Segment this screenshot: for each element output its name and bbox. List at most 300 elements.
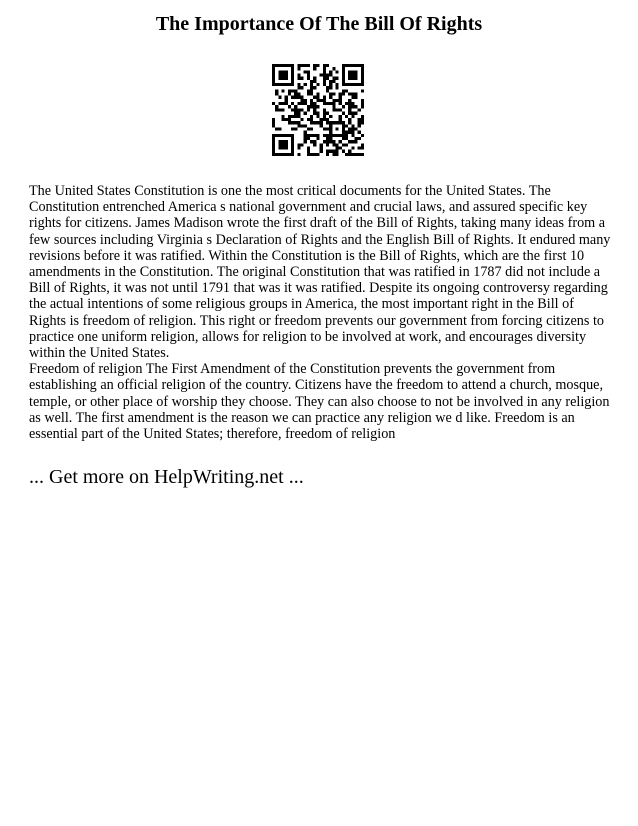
qr-module — [348, 77, 351, 80]
qr-module — [342, 127, 345, 130]
qr-module — [291, 64, 294, 67]
qr-module — [345, 131, 348, 134]
qr-module — [301, 118, 304, 121]
qr-module — [348, 140, 351, 143]
qr-module — [297, 143, 300, 146]
qr-module — [354, 70, 357, 73]
qr-module — [278, 96, 281, 99]
qr-module — [294, 105, 297, 108]
document-title: The Importance Of The Bill Of Rights — [155, 13, 483, 35]
qr-module — [285, 153, 288, 156]
qr-module — [329, 83, 332, 86]
qr-module — [358, 137, 361, 140]
qr-module — [313, 140, 316, 143]
qr-module — [304, 124, 307, 127]
qr-module — [320, 124, 323, 127]
qr-module — [326, 118, 329, 121]
qr-module — [342, 150, 345, 153]
qr-module — [335, 143, 338, 146]
qr-module — [294, 115, 297, 118]
qr-module — [275, 134, 278, 137]
qr-module — [342, 64, 345, 67]
qr-module — [335, 121, 338, 124]
qr-module — [313, 121, 316, 124]
qr-module — [291, 80, 294, 83]
qr-module — [316, 83, 319, 86]
qr-module — [361, 77, 364, 80]
qr-module — [335, 127, 338, 130]
qr-module — [332, 134, 335, 137]
qr-module — [285, 70, 288, 73]
qr-module — [361, 118, 364, 121]
qr-module — [342, 93, 345, 96]
qr-module — [310, 153, 313, 156]
qr-module — [320, 143, 323, 146]
qr-module — [291, 67, 294, 70]
qr-module — [361, 89, 364, 92]
qr-module — [313, 143, 316, 146]
qr-module — [361, 153, 364, 156]
qr-module — [307, 153, 310, 156]
qr-module — [351, 131, 354, 134]
qr-module — [272, 77, 275, 80]
qr-module — [361, 134, 364, 137]
qr-module — [348, 70, 351, 73]
qr-module — [307, 93, 310, 96]
qr-module — [348, 105, 351, 108]
qr-module — [358, 121, 361, 124]
qr-module — [288, 115, 291, 118]
qr-module — [348, 64, 351, 67]
qr-module — [339, 96, 342, 99]
qr-module — [316, 105, 319, 108]
qr-module — [307, 64, 310, 67]
qr-module — [304, 131, 307, 134]
qr-module — [351, 64, 354, 67]
qr-module — [275, 83, 278, 86]
qr-module — [329, 102, 332, 105]
qr-module — [272, 74, 275, 77]
qr-module — [307, 74, 310, 77]
qr-module — [326, 89, 329, 92]
qr-module — [323, 108, 326, 111]
qr-module — [313, 112, 316, 115]
qr-module — [291, 77, 294, 80]
qr-module — [329, 131, 332, 134]
qr-module — [342, 74, 345, 77]
qr-module — [348, 118, 351, 121]
qr-module — [272, 121, 275, 124]
qr-module — [348, 93, 351, 96]
qr-module — [361, 105, 364, 108]
qr-module — [329, 115, 332, 118]
qr-module — [354, 153, 357, 156]
body-paragraph: The United States Constitution is one the most critical documents for the United States. The Constitution entrenched America s national government and crucial laws, and assured specific key rights for citizens. James Madison wrote the first draft of the Bill of Rights, taking many ideas from a few sources including Virginia s Declaration of Rights and the English Bill of Rights. It endured many revisions before it was ratified. Within the Constitution is the Bill of Rights, which are the first 10 amendments in the Constitution. The original Constitution that was ratified in 1787 did not include a Bill of Rights, it was not until 1791 that was it was ratified. Despite its ongoing controversy regarding the actual intentions of some religious groups in America, the most important right in the Bill of Rights is freedom of religion. This right or freedom prevents our government from forcing citizens to practice one uniform religion, allows for religion to be involved at work, and encourages diversity within the United States. — [29, 183, 611, 362]
qr-module — [323, 64, 326, 67]
qr-module — [335, 150, 338, 153]
qr-module — [323, 70, 326, 73]
qr-module — [332, 153, 335, 156]
qr-module — [288, 105, 291, 108]
qr-module — [307, 137, 310, 140]
qr-module — [301, 143, 304, 146]
qr-module — [291, 143, 294, 146]
qr-module — [297, 102, 300, 105]
qr-module — [285, 64, 288, 67]
qr-module — [275, 93, 278, 96]
qr-module — [342, 77, 345, 80]
qr-module — [339, 93, 342, 96]
qr-module — [307, 70, 310, 73]
qr-module — [301, 77, 304, 80]
qr-module — [348, 131, 351, 134]
qr-module — [294, 96, 297, 99]
qr-module — [345, 89, 348, 92]
qr-module — [329, 86, 332, 89]
qr-module — [288, 153, 291, 156]
qr-module — [313, 67, 316, 70]
qr-module — [288, 64, 291, 67]
qr-module — [351, 102, 354, 105]
qr-module — [320, 74, 323, 77]
qr-module — [316, 134, 319, 137]
get-more-link[interactable]: ... Get more on HelpWriting.net ... — [29, 466, 304, 488]
qr-module — [342, 121, 345, 124]
qr-module — [326, 112, 329, 115]
qr-module — [282, 140, 285, 143]
qr-module — [348, 112, 351, 115]
qr-module — [285, 83, 288, 86]
qr-module — [329, 150, 332, 153]
qr-module — [332, 108, 335, 111]
qr-module — [294, 89, 297, 92]
qr-module — [345, 143, 348, 146]
qr-module — [351, 105, 354, 108]
qr-module — [304, 70, 307, 73]
qr-module — [326, 127, 329, 130]
qr-module — [326, 77, 329, 80]
qr-module — [323, 102, 326, 105]
qr-module — [297, 115, 300, 118]
qr-module — [326, 150, 329, 153]
qr-module — [285, 146, 288, 149]
qr-module — [351, 77, 354, 80]
qr-module — [345, 134, 348, 137]
qr-module — [361, 74, 364, 77]
qr-module — [351, 96, 354, 99]
qr-module — [282, 77, 285, 80]
qr-module — [272, 153, 275, 156]
qr-module — [297, 96, 300, 99]
qr-module — [272, 150, 275, 153]
qr-module — [278, 153, 281, 156]
qr-module — [354, 137, 357, 140]
qr-module — [323, 77, 326, 80]
qr-module — [323, 112, 326, 115]
qr-module — [348, 74, 351, 77]
qr-module — [339, 99, 342, 102]
qr-module — [316, 112, 319, 115]
qr-module — [307, 105, 310, 108]
qr-module — [310, 127, 313, 130]
qr-module — [326, 134, 329, 137]
qr-module — [342, 105, 345, 108]
qr-module — [332, 102, 335, 105]
qr-module — [272, 118, 275, 121]
qr-module — [342, 112, 345, 115]
qr-module — [348, 153, 351, 156]
qr-module — [275, 108, 278, 111]
qr-module — [332, 99, 335, 102]
qr-module — [323, 80, 326, 83]
qr-module — [332, 67, 335, 70]
document-body — [29, 183, 611, 442]
qr-module — [316, 99, 319, 102]
qr-module — [329, 134, 332, 137]
qr-module — [348, 108, 351, 111]
qr-module — [291, 150, 294, 153]
qr-module — [304, 102, 307, 105]
qr-module — [304, 140, 307, 143]
qr-module — [361, 102, 364, 105]
qr-module — [291, 127, 294, 130]
qr-module — [345, 64, 348, 67]
qr-module — [304, 112, 307, 115]
qr-module — [351, 127, 354, 130]
qr-module — [323, 140, 326, 143]
qr-module — [310, 115, 313, 118]
qr-module — [361, 99, 364, 102]
qr-module — [351, 140, 354, 143]
qr-module — [342, 89, 345, 92]
qr-module — [297, 146, 300, 149]
qr-module — [297, 121, 300, 124]
qr-module — [301, 64, 304, 67]
qr-module — [297, 74, 300, 77]
qr-module — [332, 80, 335, 83]
qr-module — [361, 80, 364, 83]
qr-module — [335, 108, 338, 111]
qr-module — [339, 108, 342, 111]
qr-module — [285, 143, 288, 146]
qr-module — [310, 83, 313, 86]
qr-module — [291, 140, 294, 143]
qr-module — [358, 118, 361, 121]
qr-module — [348, 121, 351, 124]
qr-module — [310, 93, 313, 96]
qr-module — [297, 112, 300, 115]
qr-module — [332, 140, 335, 143]
qr-module — [275, 127, 278, 130]
qr-module — [272, 124, 275, 127]
qr-module — [323, 134, 326, 137]
qr-module — [332, 93, 335, 96]
qr-module — [291, 153, 294, 156]
qr-module — [335, 86, 338, 89]
qr-module — [278, 146, 281, 149]
qr-module — [278, 127, 281, 130]
qr-module — [310, 86, 313, 89]
qr-module — [288, 89, 291, 92]
qr-module — [342, 83, 345, 86]
qr-module — [297, 77, 300, 80]
qr-module — [272, 146, 275, 149]
qr-code-icon[interactable] — [272, 64, 364, 156]
qr-module — [335, 70, 338, 73]
qr-module — [294, 108, 297, 111]
qr-module — [345, 153, 348, 156]
qr-module — [272, 140, 275, 143]
qr-module — [301, 86, 304, 89]
qr-module — [316, 93, 319, 96]
qr-module — [304, 137, 307, 140]
qr-module — [323, 115, 326, 118]
qr-module — [291, 89, 294, 92]
qr-module — [307, 77, 310, 80]
qr-module — [316, 153, 319, 156]
qr-module — [332, 121, 335, 124]
qr-module — [291, 134, 294, 137]
qr-module — [335, 99, 338, 102]
qr-module — [304, 99, 307, 102]
qr-module — [307, 118, 310, 121]
qr-module — [351, 93, 354, 96]
qr-module — [329, 124, 332, 127]
qr-module — [361, 146, 364, 149]
qr-module — [297, 83, 300, 86]
qr-module — [345, 124, 348, 127]
qr-module — [272, 134, 275, 137]
qr-module — [285, 77, 288, 80]
qr-module — [361, 83, 364, 86]
qr-module — [358, 153, 361, 156]
qr-module — [288, 118, 291, 121]
qr-module — [288, 134, 291, 137]
qr-module — [323, 74, 326, 77]
qr-module — [342, 131, 345, 134]
qr-module — [316, 64, 319, 67]
qr-module — [342, 134, 345, 137]
qr-module — [329, 137, 332, 140]
qr-module — [288, 121, 291, 124]
qr-module — [329, 74, 332, 77]
qr-module — [361, 64, 364, 67]
qr-module — [342, 124, 345, 127]
qr-module — [307, 89, 310, 92]
qr-module — [294, 93, 297, 96]
qr-module — [329, 70, 332, 73]
qr-module — [326, 102, 329, 105]
qr-module — [297, 153, 300, 156]
qr-module — [282, 146, 285, 149]
qr-module — [294, 127, 297, 130]
qr-module — [275, 89, 278, 92]
qr-module — [272, 70, 275, 73]
qr-module — [345, 115, 348, 118]
qr-module — [278, 74, 281, 77]
qr-module — [310, 99, 313, 102]
qr-module — [272, 67, 275, 70]
qr-module — [301, 124, 304, 127]
qr-module — [275, 153, 278, 156]
qr-module — [275, 105, 278, 108]
qr-module — [278, 83, 281, 86]
qr-module — [320, 150, 323, 153]
qr-module — [307, 134, 310, 137]
qr-module — [310, 140, 313, 143]
qr-module — [316, 121, 319, 124]
qr-module — [348, 83, 351, 86]
qr-module — [351, 146, 354, 149]
qr-module — [313, 105, 316, 108]
qr-module — [351, 153, 354, 156]
qr-module — [291, 102, 294, 105]
qr-module — [361, 67, 364, 70]
qr-module — [310, 118, 313, 121]
qr-module — [345, 137, 348, 140]
qr-module — [326, 74, 329, 77]
qr-module — [332, 143, 335, 146]
qr-module — [272, 137, 275, 140]
qr-module — [320, 146, 323, 149]
qr-module — [301, 108, 304, 111]
qr-module — [354, 127, 357, 130]
qr-module — [278, 102, 281, 105]
qr-module — [351, 115, 354, 118]
qr-module — [282, 108, 285, 111]
qr-module — [310, 121, 313, 124]
qr-module — [285, 134, 288, 137]
qr-module — [282, 74, 285, 77]
qr-module — [339, 146, 342, 149]
qr-module — [316, 115, 319, 118]
qr-module — [326, 64, 329, 67]
qr-module — [291, 83, 294, 86]
qr-module — [285, 118, 288, 121]
qr-module — [313, 108, 316, 111]
qr-module — [282, 143, 285, 146]
qr-module — [272, 102, 275, 105]
qr-module — [307, 108, 310, 111]
qr-module — [342, 80, 345, 83]
qr-module — [339, 134, 342, 137]
qr-module — [335, 153, 338, 156]
qr-module — [301, 99, 304, 102]
qr-module — [291, 74, 294, 77]
qr-module — [329, 127, 332, 130]
qr-module — [313, 77, 316, 80]
qr-module — [278, 134, 281, 137]
qr-module — [358, 131, 361, 134]
qr-module — [313, 80, 316, 83]
qr-module — [291, 115, 294, 118]
qr-module — [288, 93, 291, 96]
qr-module — [342, 143, 345, 146]
qr-module — [354, 140, 357, 143]
qr-module — [348, 150, 351, 153]
qr-module — [323, 127, 326, 130]
qr-module — [339, 140, 342, 143]
qr-module — [272, 83, 275, 86]
qr-module — [358, 108, 361, 111]
qr-module — [339, 118, 342, 121]
qr-module — [329, 93, 332, 96]
qr-module — [326, 86, 329, 89]
qr-module — [307, 150, 310, 153]
qr-module — [275, 64, 278, 67]
qr-module — [282, 134, 285, 137]
qr-module — [294, 112, 297, 115]
